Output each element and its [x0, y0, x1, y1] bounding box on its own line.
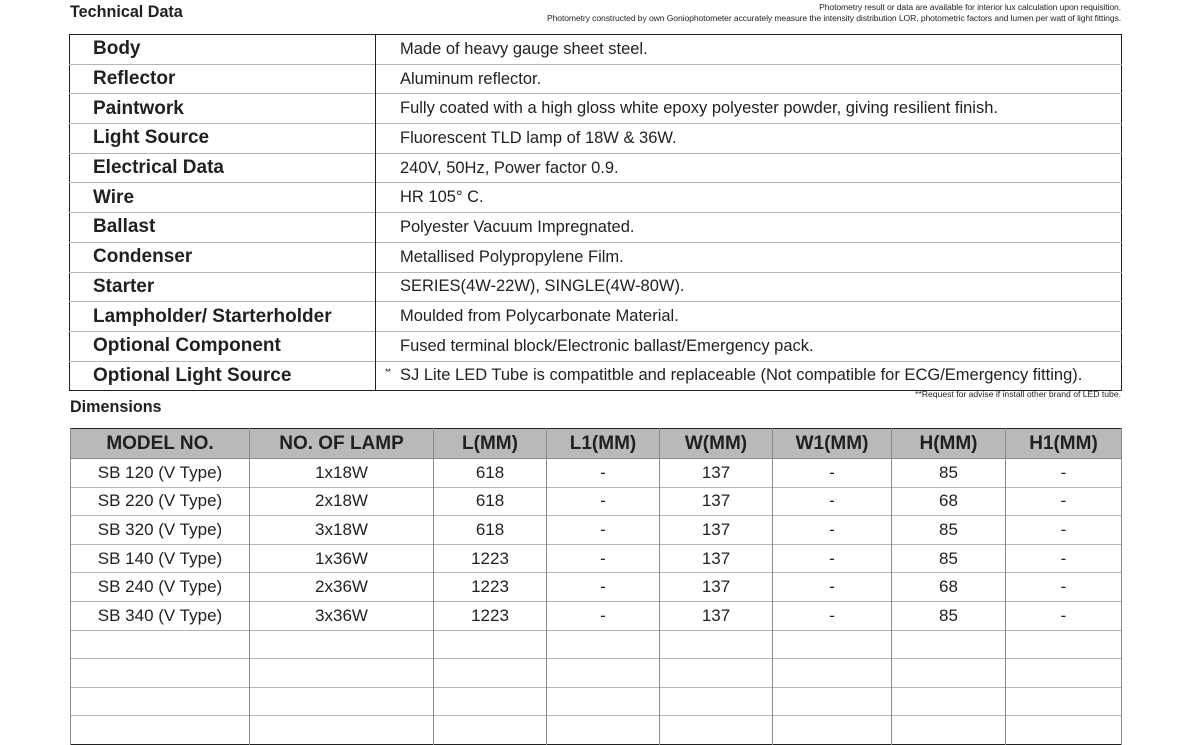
- column-header: NO. OF LAMP: [250, 429, 434, 459]
- table-cell: SB 340 (V Type): [71, 601, 250, 630]
- table-cell: 618: [434, 459, 547, 488]
- spec-label: Light Source: [70, 124, 376, 154]
- table-cell: 2x18W: [250, 487, 434, 516]
- technical-data-table: [69, 34, 1122, 391]
- empty-cell: [660, 716, 773, 745]
- spec-value: HR 105° C.: [400, 188, 484, 207]
- empty-cell: [892, 630, 1006, 659]
- empty-cell: [660, 630, 773, 659]
- empty-cell: [1006, 630, 1122, 659]
- spec-value-cell: [376, 183, 1122, 213]
- table-cell: -: [547, 601, 660, 630]
- empty-cell: [71, 716, 250, 745]
- spec-label: Electrical Data: [70, 153, 376, 183]
- spec-label: Wire: [70, 183, 376, 213]
- spec-row: [70, 302, 1122, 332]
- footnote-marker: **: [385, 366, 391, 377]
- table-cell: -: [547, 516, 660, 545]
- table-cell: 68: [892, 573, 1006, 602]
- table-row: [71, 544, 1122, 573]
- table-cell: 618: [434, 516, 547, 545]
- spec-value-cell: [376, 64, 1122, 94]
- table-cell: -: [773, 544, 892, 573]
- empty-cell: [71, 659, 250, 688]
- empty-cell: [773, 716, 892, 745]
- spec-row: [70, 94, 1122, 124]
- empty-cell: [547, 659, 660, 688]
- spec-label: Optional Component: [70, 331, 376, 361]
- table-cell: -: [547, 459, 660, 488]
- empty-table-row: [71, 630, 1122, 659]
- table-cell: -: [547, 487, 660, 516]
- table-cell: 1x36W: [250, 544, 434, 573]
- empty-cell: [892, 687, 1006, 716]
- spec-row: [70, 361, 1122, 391]
- table-cell: 85: [892, 601, 1006, 630]
- spec-value: Fused terminal block/Electronic ballast/Emergency pack.: [400, 336, 814, 355]
- table-cell: 85: [892, 459, 1006, 488]
- empty-cell: [250, 687, 434, 716]
- spec-value-cell: [376, 124, 1122, 154]
- empty-cell: [434, 716, 547, 745]
- spec-value: Made of heavy gauge sheet steel.: [400, 39, 648, 58]
- table-cell: 137: [660, 573, 773, 602]
- column-header: L(MM): [434, 429, 547, 459]
- empty-table-row: [71, 716, 1122, 745]
- spec-value-cell: [376, 35, 1122, 65]
- spec-row: [70, 124, 1122, 154]
- spec-label: Lampholder/ Starterholder: [70, 302, 376, 332]
- table-cell: 85: [892, 516, 1006, 545]
- table-cell: 137: [660, 516, 773, 545]
- empty-cell: [892, 716, 1006, 745]
- table-cell: 1223: [434, 544, 547, 573]
- column-header: H(MM): [892, 429, 1006, 459]
- spec-value-cell: [376, 272, 1122, 302]
- empty-cell: [547, 687, 660, 716]
- spec-row: [70, 272, 1122, 302]
- spec-value-cell: [376, 361, 1122, 391]
- empty-cell: [250, 659, 434, 688]
- spec-label: Body: [70, 35, 376, 65]
- spec-value: Aluminum reflector.: [400, 69, 542, 88]
- spec-label: Ballast: [70, 213, 376, 243]
- spec-value-cell: [376, 153, 1122, 183]
- spec-row: [70, 35, 1122, 65]
- empty-cell: [773, 687, 892, 716]
- table-cell: -: [1006, 487, 1122, 516]
- empty-cell: [773, 659, 892, 688]
- empty-cell: [250, 716, 434, 745]
- table-row: [71, 487, 1122, 516]
- spec-row: [70, 213, 1122, 243]
- empty-table-row: [71, 659, 1122, 688]
- spec-value: SERIES(4W-22W), SINGLE(4W-80W).: [400, 277, 685, 296]
- table-cell: -: [1006, 573, 1122, 602]
- spec-row: [70, 183, 1122, 213]
- empty-cell: [660, 687, 773, 716]
- empty-cell: [1006, 659, 1122, 688]
- empty-cell: [1006, 687, 1122, 716]
- table-cell: 85: [892, 544, 1006, 573]
- empty-cell: [434, 687, 547, 716]
- empty-cell: [71, 687, 250, 716]
- led-tube-note: **Request for advise if install other brand of LED tube.: [915, 389, 1121, 399]
- table-cell: 1x18W: [250, 459, 434, 488]
- dimensions-table: [70, 428, 1122, 745]
- table-cell: 68: [892, 487, 1006, 516]
- spec-value: Fluorescent TLD lamp of 18W & 36W.: [400, 128, 677, 147]
- photometry-note: [547, 2, 1121, 24]
- column-header: H1(MM): [1006, 429, 1122, 459]
- table-cell: 137: [660, 459, 773, 488]
- table-cell: 2x36W: [250, 573, 434, 602]
- column-header: L1(MM): [547, 429, 660, 459]
- table-cell: SB 320 (V Type): [71, 516, 250, 545]
- spec-value-cell: [376, 302, 1122, 332]
- table-cell: SB 120 (V Type): [71, 459, 250, 488]
- spec-value-cell: [376, 94, 1122, 124]
- empty-cell: [434, 659, 547, 688]
- table-cell: -: [1006, 544, 1122, 573]
- empty-cell: [660, 659, 773, 688]
- spec-value: Fully coated with a high gloss white epoxy polyester powder, giving resilient finish.: [400, 99, 998, 118]
- table-cell: -: [773, 459, 892, 488]
- table-cell: -: [547, 573, 660, 602]
- table-cell: -: [773, 516, 892, 545]
- table-cell: -: [1006, 601, 1122, 630]
- spec-label: Starter: [70, 272, 376, 302]
- empty-table-row: [71, 687, 1122, 716]
- column-header: MODEL NO.: [71, 429, 250, 459]
- dimensions-title: Dimensions: [70, 397, 162, 416]
- spec-value: Polyester Vacuum Impregnated.: [400, 217, 635, 236]
- table-cell: 1223: [434, 601, 547, 630]
- table-cell: 137: [660, 601, 773, 630]
- spec-row: [70, 153, 1122, 183]
- spec-value: Moulded from Polycarbonate Material.: [400, 307, 679, 326]
- empty-cell: [434, 630, 547, 659]
- spec-value-cell: [376, 242, 1122, 272]
- spec-label: Condenser: [70, 242, 376, 272]
- empty-cell: [1006, 716, 1122, 745]
- table-cell: -: [773, 573, 892, 602]
- table-cell: -: [773, 487, 892, 516]
- table-row: [71, 573, 1122, 602]
- technical-data-title: Technical Data: [70, 2, 183, 21]
- spec-value-cell: [376, 331, 1122, 361]
- table-cell: -: [1006, 459, 1122, 488]
- column-header: W(MM): [660, 429, 773, 459]
- table-cell: 137: [660, 487, 773, 516]
- spec-row: [70, 242, 1122, 272]
- table-cell: 1223: [434, 573, 547, 602]
- empty-cell: [71, 630, 250, 659]
- table-row: [71, 459, 1122, 488]
- empty-cell: [547, 716, 660, 745]
- spec-value: SJ Lite LED Tube is compatitble and replaceable (Not compatible for ECG/Emergency fitting).: [400, 366, 1083, 385]
- table-cell: 137: [660, 544, 773, 573]
- spec-value: Metallised Polypropylene Film.: [400, 247, 624, 266]
- photometry-note-line-2: Photometry constructed by own Goniophotometer accurately measure the intensity distribution LOR, photometric factors and lumen per watt of light fittings.: [546, 13, 1121, 23]
- table-cell: -: [773, 601, 892, 630]
- spec-label: Reflector: [70, 64, 376, 94]
- dimensions-header-row: [71, 429, 1122, 459]
- empty-cell: [250, 630, 434, 659]
- empty-cell: [547, 630, 660, 659]
- table-cell: 3x18W: [250, 516, 434, 545]
- table-cell: SB 140 (V Type): [71, 544, 250, 573]
- spec-row: [70, 331, 1122, 361]
- table-row: [71, 601, 1122, 630]
- table-cell: 3x36W: [250, 601, 434, 630]
- table-cell: SB 220 (V Type): [71, 487, 250, 516]
- spec-label: Paintwork: [70, 94, 376, 124]
- spec-value-cell: [376, 213, 1122, 243]
- table-cell: SB 240 (V Type): [71, 573, 250, 602]
- spec-label: Optional Light Source: [70, 361, 376, 391]
- photometry-note-line-1: Photometry result or data are available for interior lux calculation upon requisition.: [819, 2, 1121, 12]
- spec-row: [70, 64, 1122, 94]
- table-cell: 618: [434, 487, 547, 516]
- table-cell: -: [547, 544, 660, 573]
- spec-value: 240V, 50Hz, Power factor 0.9.: [400, 158, 619, 177]
- table-cell: -: [1006, 516, 1122, 545]
- table-row: [71, 516, 1122, 545]
- empty-cell: [892, 659, 1006, 688]
- column-header: W1(MM): [773, 429, 892, 459]
- empty-cell: [773, 630, 892, 659]
